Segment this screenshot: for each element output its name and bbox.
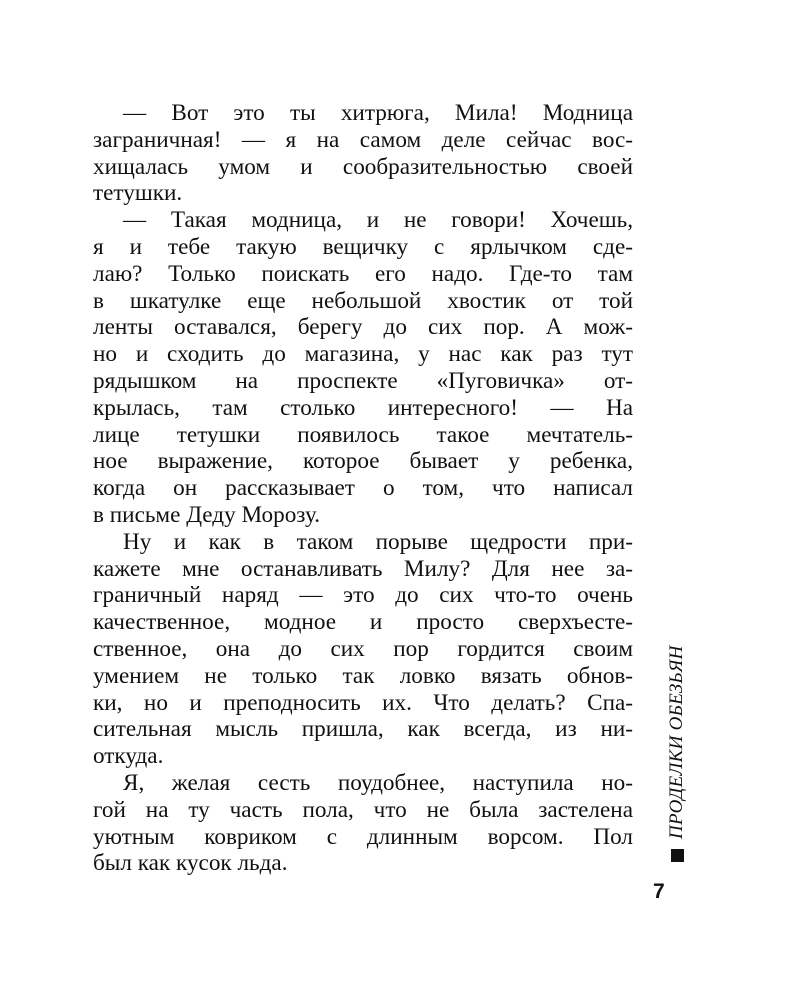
text-line: лаю? Только поискать его надо. Где-то там	[93, 260, 633, 287]
text-line: хищалась умом и сообразительностью своей	[93, 153, 633, 180]
text-line: тетушки.	[93, 180, 183, 207]
text-line: Я, желая сесть поудобнее, наступила но-	[123, 769, 633, 796]
text-line: в шкатулке еще небольшой хвостик от той	[93, 287, 633, 314]
text-line: граничный наряд — это до сих что-то очень	[93, 582, 633, 609]
text-line: крылась, там столько интересного! — На	[93, 394, 633, 421]
text-line: кажете мне останавливать Милу? Для нее за-	[93, 555, 633, 582]
text-line: заграничная! — я на самом деле сейчас вос-	[93, 126, 633, 153]
text-line: ки, но и преподносить их. Что делать? Спа-	[93, 689, 633, 716]
text-line: — Такая модница, и не говори! Хочешь,	[123, 207, 633, 234]
text-line: умением не только так ловко вязать обнов-	[93, 662, 633, 689]
text-line: гой на ту часть пола, что не была застелена	[93, 796, 633, 823]
body-text	[93, 100, 633, 877]
text-line: Ну и как в таком порыве щедрости при-	[123, 528, 633, 555]
text-line: был как кусок льда.	[93, 850, 288, 877]
text-line: качественное, модное и просто сверхъесте-	[93, 609, 633, 636]
text-line: но и сходить до магазина, у нас как раз тут	[93, 341, 633, 368]
text-line: уютным ковриком с длинным ворсом. Пол	[93, 823, 633, 850]
square-bullet-icon	[671, 849, 684, 862]
text-line: откуда.	[93, 743, 164, 770]
text-line: я и тебе такую вещичку с ярлычком сде-	[93, 233, 633, 260]
text-line: ственное, она до сих пор гордится своим	[93, 635, 633, 662]
text-line: рядышком на проспекте «Пуговичка» от-	[93, 367, 633, 394]
text-line: — Вот это ты хитрюга, Мила! Модница	[123, 100, 633, 126]
text-line: сительная мысль пришла, как всегда, из ни-	[93, 716, 633, 743]
text-line: ленты оставался, берегу до сих пор. А мож-	[93, 314, 633, 341]
text-line: в письме Деду Морозу.	[93, 501, 321, 528]
text-line: лице тетушки появилось такое мечтатель-	[93, 421, 633, 448]
text-line: ное выражение, которое бывает у ребенка,	[93, 448, 633, 475]
text-line: когда он рассказывает о том, что написал	[93, 475, 633, 502]
running-title: ПРОДЕЛКИ ОБЕЗЬЯН	[666, 645, 687, 839]
page-number: 7	[653, 880, 665, 903]
running-header	[667, 645, 687, 862]
